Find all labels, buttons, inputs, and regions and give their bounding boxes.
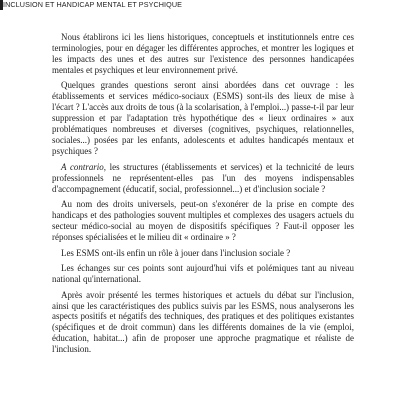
paragraph-outline: Après avoir présenté les termes historiques et actuels du débat sur l'inclusion, ainsi que les caractéristiques des publics suivis par les ESMS, nous analyserons les aspects positifs et négatifs des techniques, des pratiques et des politiques existantes (spécifiques et de droit commun) dans les différents domaines de la vie (emploi, éducation, habitat...) afin de proposer une approche pragmatique et réaliste de l'inclusion. <box>52 289 354 355</box>
italic-lead: A contrario <box>61 161 104 172</box>
paragraph-universal-rights: Au nom des droits universels, peut-on s'exonérer de la prise en compte des handicaps et des pathologies souvent multiples et complexes des usagers actuels du secteur médico-social au moyen de dispositifs spécifiques ? Faut-il opposer les réponses spécialisées et le milieu dit « ordinaire » ? <box>52 199 354 242</box>
running-title: INCLUSION ET HANDICAP MENTAL ET PSYCHIQUE <box>3 0 183 9</box>
paragraph-esms-role: Les ESMS ont-ils enfin un rôle à jouer dans l'inclusion sociale ? <box>61 247 291 258</box>
paragraph-intro: Nous établirons ici les liens historiques, conceptuels et institutionnels entre ces terminologies, pour en dégager les différentes approches, et montrer les logiques et les impacts des unes et des autres sur l'existence des personnes handicapées mentales et psychiques et leur environnement privé. <box>52 32 354 75</box>
running-header <box>0 0 400 13</box>
paragraph-a-contrario-text: , les structures (établissements et services) et la technicité de leurs professionnels ne représentent-elles pas l'un des moyens indispensables d'accompagnement (éducatif, social, professionnel...) et d'inclusion sociale ? <box>52 161 355 194</box>
paragraph-debates: Les échanges sur ces points sont aujourd'hui vifs et polémiques tant au niveau national qu'international. <box>52 263 354 285</box>
paragraph-questions: Quelques grandes questions seront ainsi abordées dans cet ouvrage : les établissements et services médico-sociaux (ESMS) sont-ils des lieux de mise à l'écart ? L'accès aux droits de tous (à la scolarisation, à l'emploi...) passe-t-il par leur suppression et par l'adaptation très hypothétique des « lieux ordinaires » aux problématiques nombreuses et diverses (cognitives, psychiques, relationnelles, sociales...) posées par les enfants, adolescents et adultes handicapés mentaux et psychiques ? <box>52 80 354 157</box>
body-text <box>52 32 354 360</box>
paragraph-a-contrario <box>52 162 354 195</box>
